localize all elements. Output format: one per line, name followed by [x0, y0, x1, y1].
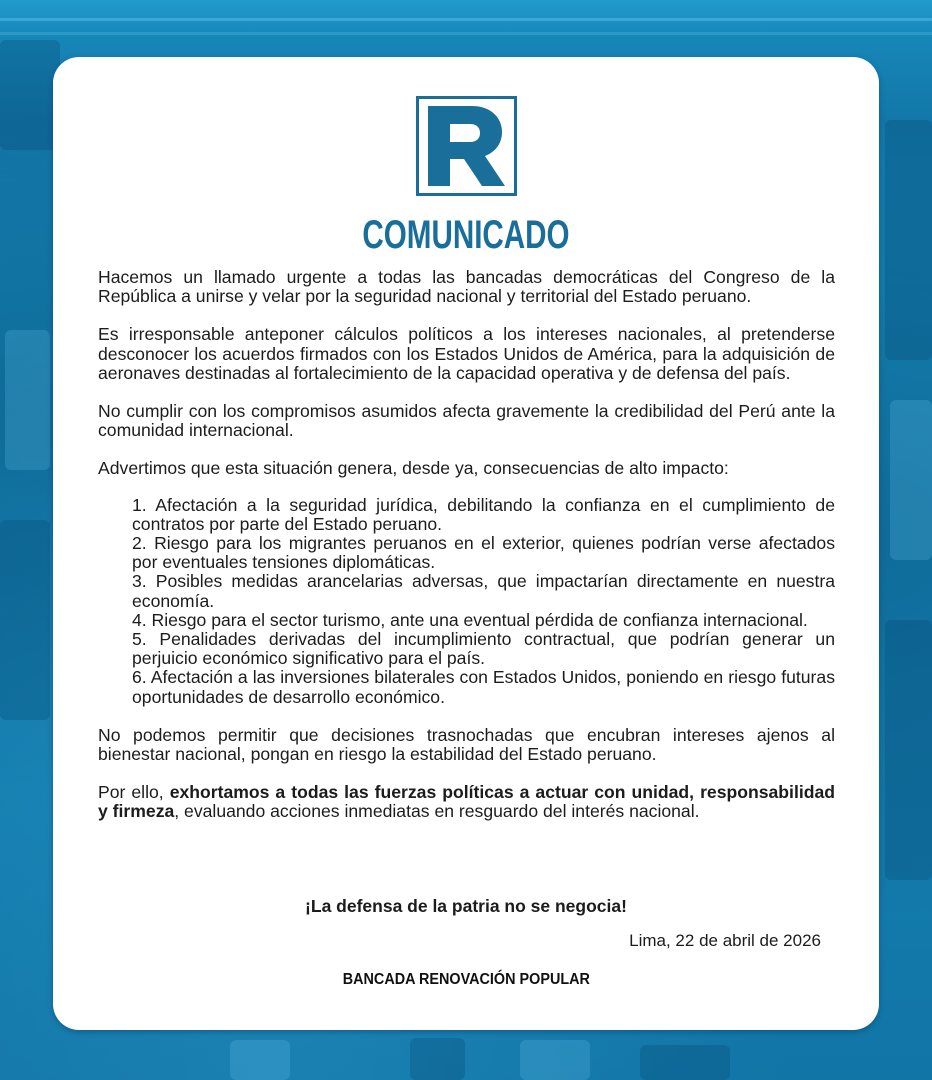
- paragraph-exhortation: [98, 783, 835, 821]
- bg-decor: [885, 620, 932, 880]
- paragraph-consequences-intro: Advertimos que esta situación genera, desde ya, consecuencias de alto impacto:: [98, 458, 729, 479]
- paragraph-credibility: No cumplir con los compromisos asumidos afecta gravemente la credibilidad del Perú ante la comunidad internacional.: [98, 401, 835, 441]
- communique-card: [53, 57, 879, 1030]
- bg-decor: [5, 330, 50, 470]
- list-item: 6. Afectación a las inversiones bilaterales con Estados Unidos, poniendo en riesgo futuras oportunidades de desarrollo económico.: [132, 667, 835, 707]
- renovacion-popular-r-logo-icon: [419, 99, 514, 193]
- communique-body: [98, 268, 835, 841]
- paragraph-irresponsible: Es irresponsable anteponer cálculos políticos a los intereses nacionales, al pretenderse desconocer los acuerdos firmados con los Estados Unidos de América, para la adquisición de aeronaves destinadas al fortalecimiento de la capacidad operativa y de defensa del país.: [98, 324, 835, 383]
- list-item: 4. Riesgo para el sector turismo, ante una eventual pérdida de confianza internacional.: [132, 609, 808, 630]
- list-item: 1. Afectación a la seguridad jurídica, debilitando la confianza en el cumplimiento de contratos por parte del Estado peruano.: [132, 494, 835, 534]
- bg-decor: [410, 1038, 465, 1080]
- exhortation-suffix: , evaluando acciones inmediatas en resguardo del interés nacional.: [174, 801, 700, 822]
- bg-decor: [520, 1040, 590, 1080]
- list-item: 3. Posibles medidas arancelarias adversas, que impactarían directamente en nuestra economía.: [132, 571, 835, 611]
- consequences-list: [132, 496, 835, 707]
- slogan-text: ¡La defensa de la patria no se negocia!: [305, 896, 627, 916]
- signature-text: BANCADA RENOVACIÓN POPULAR: [342, 971, 590, 988]
- bg-decor: [0, 32, 932, 35]
- logo: [416, 96, 517, 196]
- bg-decor: [230, 1040, 290, 1080]
- bg-decor: [640, 1045, 730, 1080]
- bg-decor: [0, 520, 50, 720]
- bg-decor: [0, 18, 932, 21]
- bg-decor: [0, 40, 60, 150]
- list-item: 5. Penalidades derivadas del incumplimiento contractual, que podrían generar un perjuicio económico significativo para el país.: [132, 629, 835, 669]
- signature: [53, 970, 879, 990]
- slogan: [53, 896, 879, 916]
- date-line: Lima, 22 de abril de 2026: [629, 931, 821, 950]
- page-title: [53, 213, 879, 257]
- bg-decor: [890, 400, 932, 560]
- list-item: 2. Riesgo para los migrantes peruanos en el exterior, quienes podrían verse afectados por eventuales tensiones diplomáticas.: [132, 533, 835, 573]
- title-text: COMUNICADO: [362, 213, 570, 257]
- exhortation-prefix: Por ello,: [98, 782, 170, 803]
- exhortation-bold: exhortamos a todas las fuerzas políticas a actuar con unidad, responsabilidad y firmeza: [98, 782, 835, 822]
- bg-decor: [885, 120, 932, 360]
- paragraph-call-to-unite: Hacemos un llamado urgente a todas las bancadas democráticas del Congreso de la República a unirse y velar por la seguridad nacional y territorial del Estado peruano.: [98, 267, 835, 307]
- r-letter-icon: [428, 106, 506, 186]
- paragraph-stability: No podemos permitir que decisiones trasnochadas que encubran intereses ajenos al bienestar nacional, pongan en riesgo la estabilidad del Estado peruano.: [98, 724, 835, 765]
